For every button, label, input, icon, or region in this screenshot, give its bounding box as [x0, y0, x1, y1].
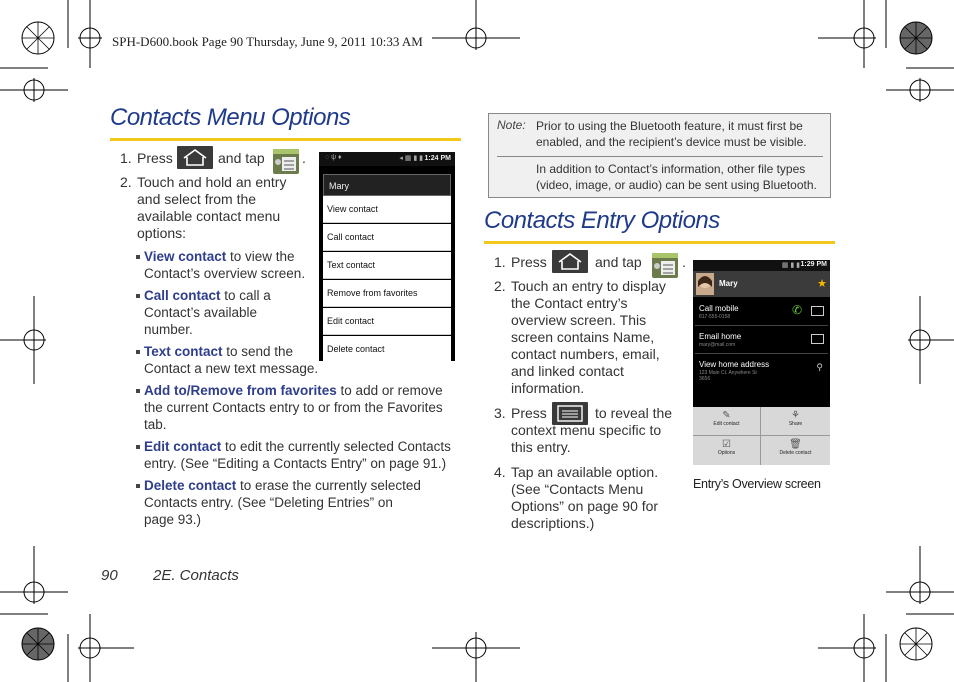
page-number: 90 — [101, 567, 118, 584]
print-header: SPH-D600.book Page 90 Thursday, June 9, 2011 10:33 AM — [112, 34, 423, 49]
contacts-app-icon — [271, 146, 301, 176]
phone-screenshot-overview — [693, 260, 830, 465]
phone-screenshot-menu — [319, 152, 455, 361]
step-text: to reveal the — [595, 405, 673, 421]
options-icon: ☑ — [722, 439, 731, 450]
step-text: and tap — [595, 254, 642, 270]
detail-label[interactable]: View home address — [699, 360, 770, 369]
detail-label[interactable]: Email home — [699, 332, 742, 341]
step-text: . — [302, 150, 306, 166]
section-title-entry-options: Contacts Entry Options — [484, 207, 720, 234]
status-bar: 1:29 PM ▦ ▮ ▮ — [693, 260, 830, 271]
contact-name-header: Mary — [323, 174, 451, 196]
menu-item-view-contact[interactable]: View contact — [323, 196, 451, 223]
step-number: 1. — [120, 150, 132, 166]
screenshot-caption: Entry’s Overview screen — [693, 477, 821, 491]
step-text: . — [682, 254, 686, 270]
detail-sub: mary@mail.com — [699, 342, 736, 348]
bullet-text-contact: Text contact to send the Contact a new text message. — [136, 343, 356, 377]
bullet-view-contact: View contact to view the Contact’s overview screen. — [136, 248, 316, 282]
note-box — [488, 113, 831, 198]
bullet-edit-contact: Edit contact to edit the currently selected Contacts entry. (See “Editing a Contacts Entry” on page 91.) — [136, 438, 466, 472]
email-icon[interactable] — [811, 334, 824, 344]
options-menu — [693, 407, 830, 465]
contact-details — [695, 297, 828, 407]
section-label: 2E. Contacts — [153, 567, 239, 584]
step-number: 1. — [494, 254, 506, 270]
step-number: 4. — [494, 464, 506, 480]
home-key-icon — [552, 250, 588, 273]
detail-sub: 123 Main Ct. Anywhere St 3656 — [699, 370, 757, 382]
menu-item-text-contact[interactable]: Text contact — [323, 252, 451, 279]
bullet-call-contact: Call contact to call a Contact’s available number. — [136, 287, 316, 338]
favorite-star-icon[interactable]: ★ — [817, 278, 827, 290]
step-text: Touch and hold an entry and select from the available contact menu options: — [137, 174, 287, 241]
contact-photo-avatar — [696, 273, 714, 295]
note-label: Note: — [497, 118, 526, 132]
pencil-icon: ✎ — [722, 410, 731, 421]
step-text: Press — [511, 254, 547, 270]
detail-sub: 817-555-0158 — [699, 314, 731, 320]
contact-header — [693, 271, 830, 297]
step-text: context menu specific to this entry. — [511, 422, 662, 455]
bullet-delete-contact: Delete contact to erase the currently selected Contacts entry. (See “Deleting Entries” on page 93.) — [136, 477, 466, 528]
menu-share[interactable]: ⚘ Share — [761, 407, 830, 436]
message-icon[interactable] — [811, 306, 824, 316]
step-number: 2. — [120, 174, 132, 190]
home-key-icon — [177, 146, 213, 169]
menu-item-edit-contact[interactable]: Edit contact — [323, 308, 451, 335]
menu-edit-contact[interactable]: ✎ Edit contact — [693, 407, 761, 436]
menu-item-call-contact[interactable]: Call contact — [323, 224, 451, 251]
title-rule — [110, 138, 461, 141]
note-text: Prior to using the Bluetooth feature, it must first be enabled, and the recipient’s device must be visible. — [536, 119, 807, 149]
step-text: Touch an entry to display the Contact entry’s overview screen. This screen contains Name, contact numbers, email, and linked contact information. — [511, 278, 666, 396]
status-bar: 1:24 PM ◌ ψ ♦ ◂ ▦ ▮ ▮ — [319, 152, 455, 166]
detail-label[interactable]: Call mobile — [699, 304, 739, 313]
step-number: 3. — [494, 405, 506, 421]
phone-call-icon[interactable]: ✆ — [791, 303, 802, 317]
step-text: Press — [511, 405, 547, 421]
menu-options[interactable]: ☑ Options — [693, 436, 761, 465]
step-text: Tap an available option. (See “Contacts Menu Options” on page 90 for descriptions.) — [511, 464, 659, 531]
contacts-app-icon — [650, 250, 680, 280]
note-text: In addition to Contact’s information, other file types (video, image, or audio) can be sent using Bluetooth. — [536, 162, 817, 192]
trash-icon: 🗑 — [789, 439, 802, 450]
map-pin-icon[interactable]: ⚲ — [816, 362, 823, 372]
contact-name: Mary — [719, 279, 738, 288]
share-icon: ⚘ — [791, 410, 800, 421]
menu-item-delete-contact[interactable]: Delete contact — [323, 336, 451, 361]
menu-delete-contact[interactable]: 🗑 Delete contact — [761, 436, 830, 465]
bullet-favorites: Add to/Remove from favorites to add or remove the current Contacts entry to or from the Favorites tab. — [136, 382, 466, 433]
step-number: 2. — [494, 278, 506, 294]
note-divider — [497, 156, 823, 157]
section-title-menu-options: Contacts Menu Options — [110, 104, 351, 131]
title-rule — [484, 241, 835, 244]
menu-item-remove-favorites[interactable]: Remove from favorites — [323, 280, 451, 307]
step-text: Press — [137, 150, 173, 166]
step-text: and tap — [218, 150, 265, 166]
